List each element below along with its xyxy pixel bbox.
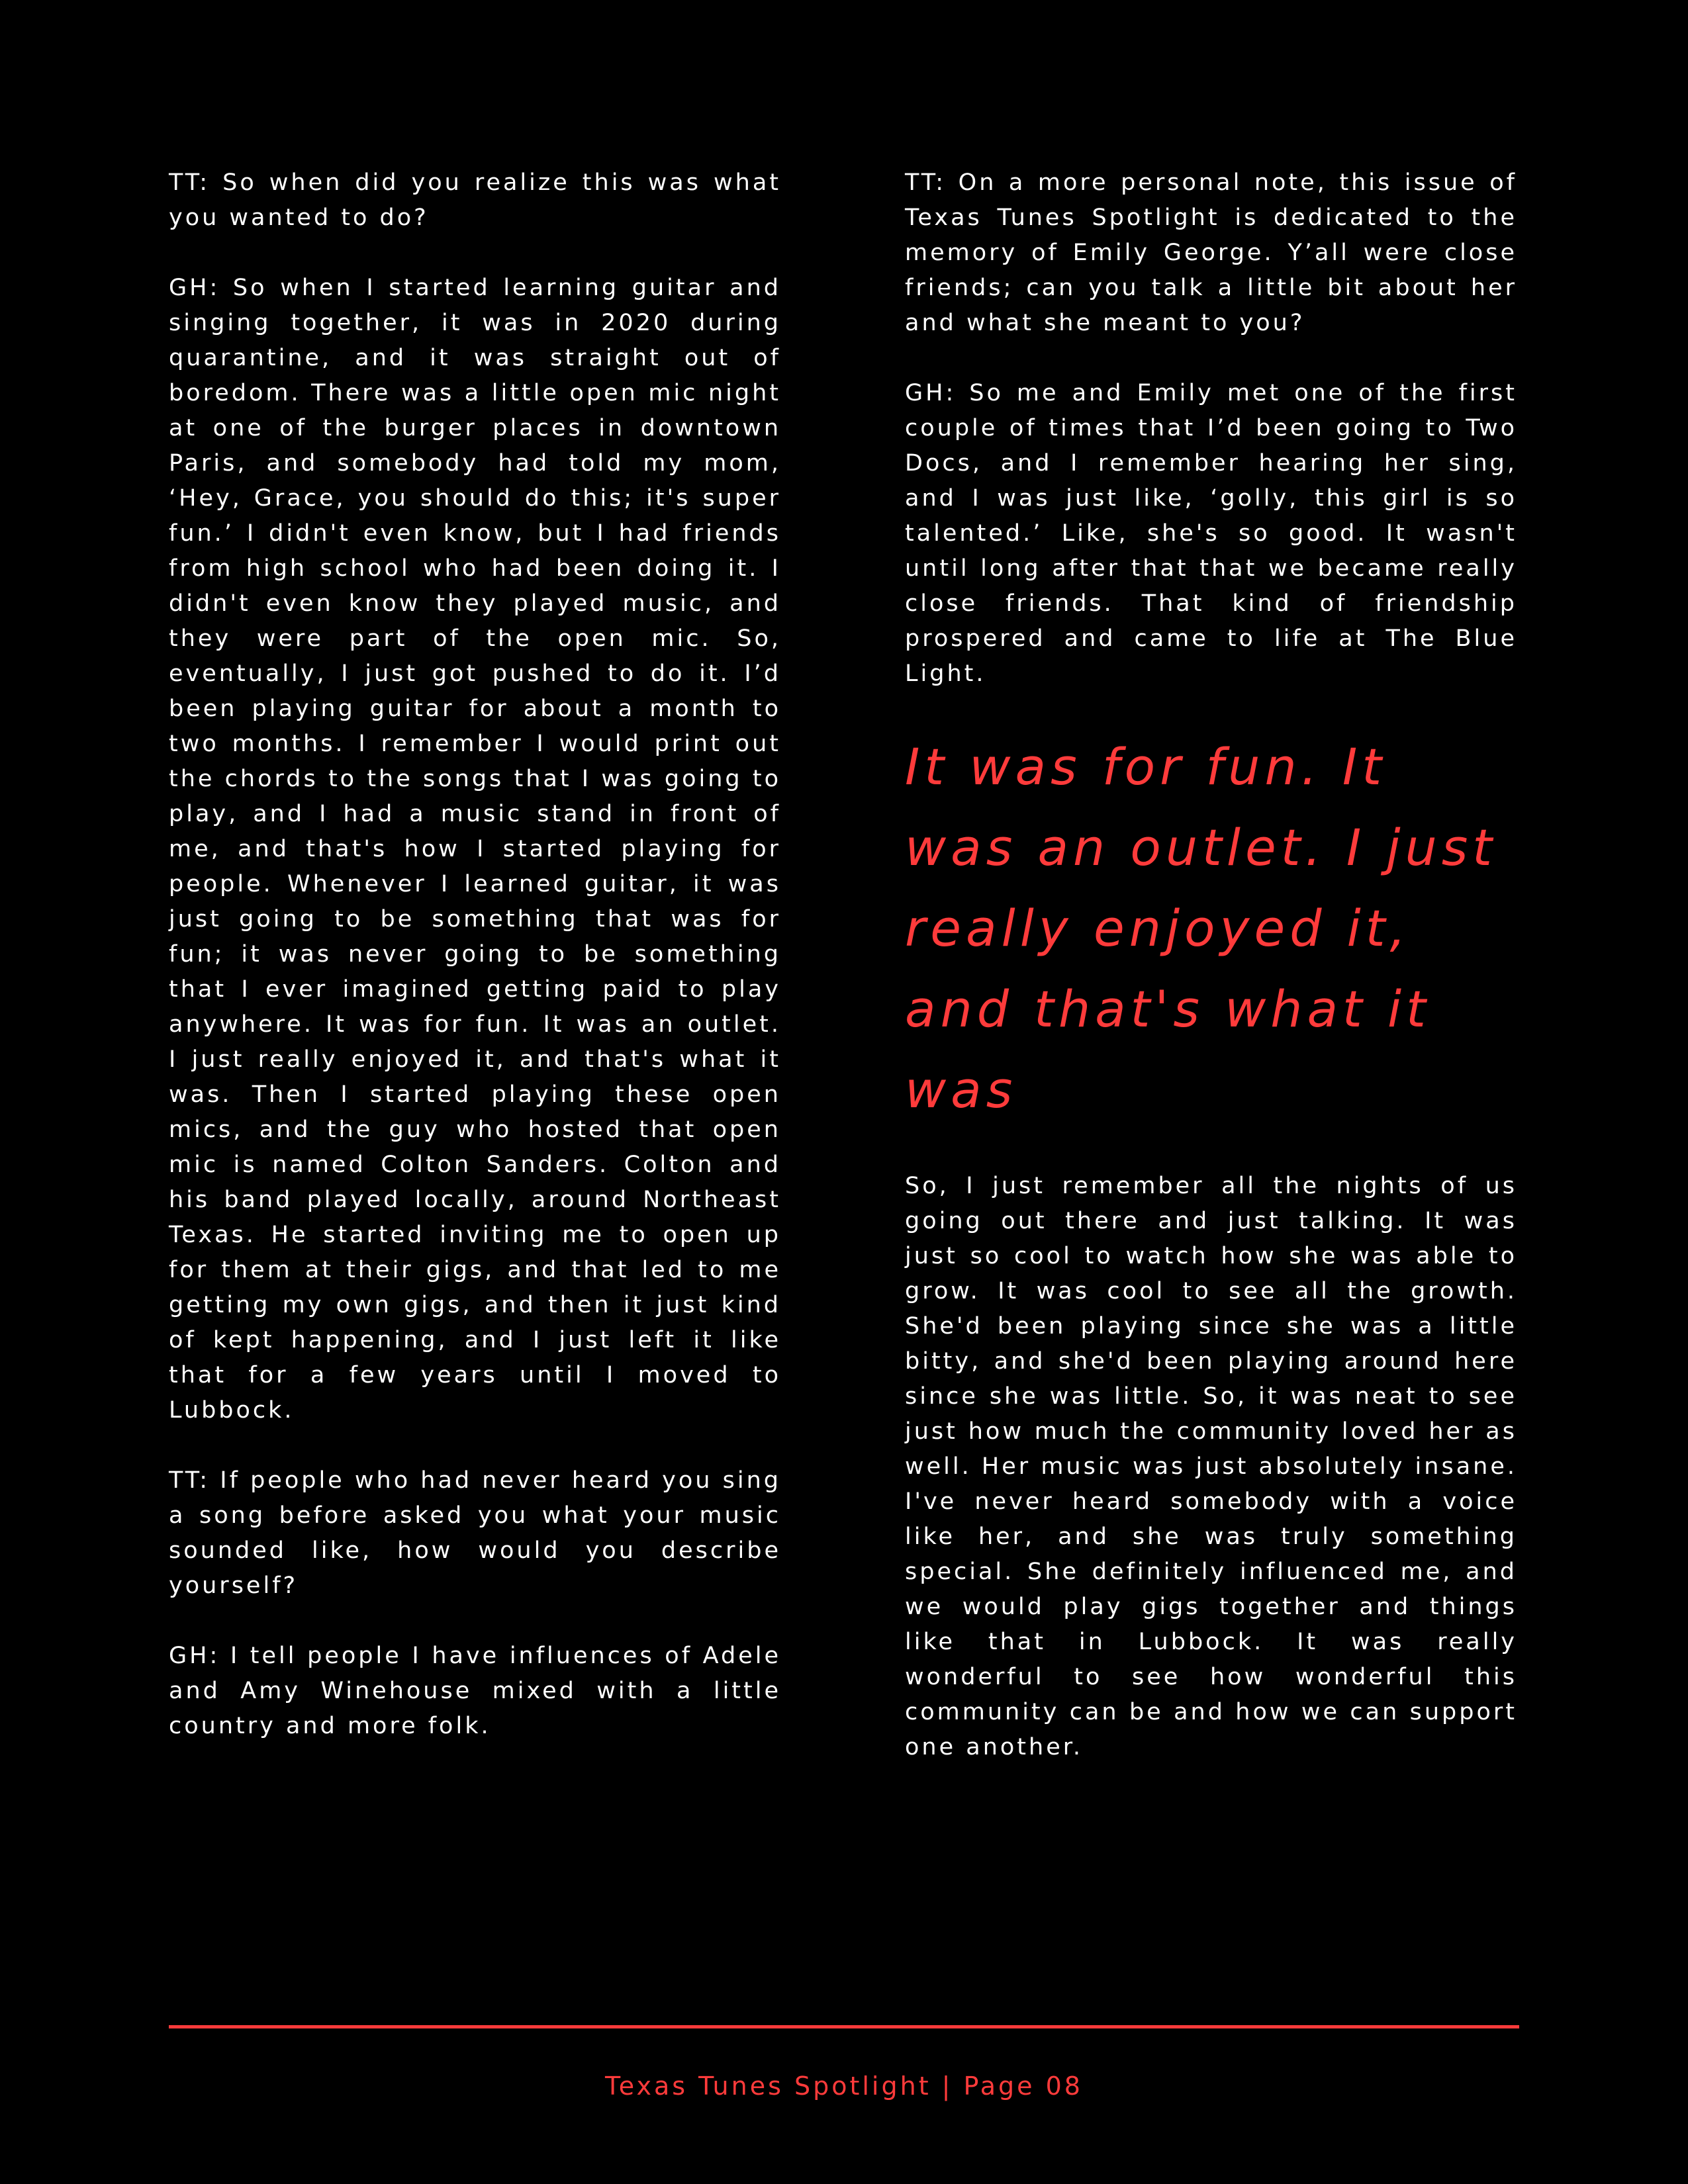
page-footer: Texas Tunes Spotlight | Page 08 xyxy=(605,2071,1083,2101)
interview-answer: GH: So when I started learning guitar and singing together, it was in 2020 during quarantine, and it was straight out of boredom. There was a little open mic night at one of the burger places in downtown Paris, and somebody had told my mom, ‘Hey, Grace, you should do this; it's super fun.’ I didn't even know, but I had friends from high school who had been doing it. I didn't even know they played music, and they were part of the open mic. So, eventually, I just got pushed to do it. I’d been playing guitar for about a month to two months. I remember I would print out the chords to the songs that I was going to play, and I had a music stand in front of me, and that's how I started playing for people. Whenever I learned guitar, it was just going to be something that was for fun; it was never going to be something that I ever imagined getting paid to play anywhere. It was for fun. It was an outlet. I just really enjoyed it, and that's what it was. Then I started playing these open mics, and the guy who hosted that open mic is named Colton Sanders. Colton and his band played locally, around Northeast Texas. He started inviting me to open up for them at their gigs, and that led to me getting my own gigs, and then it just kind of kept happening, and I just left it like that for a few years until I moved to Lubbock. xyxy=(169,275,792,1424)
left-column xyxy=(169,165,792,1779)
interview-answer: So, I just remember all the nights of us going out there and just talking. It was just so cool to watch how she was able to grow. It was cool to see all the growth. She'd been playing since she was a little bitty, and she'd been playing around here since she was little. So, it was neat to see just how much the community loved her as well. Her music was just absolutely insane. I've never heard somebody with a voice like her, and she was truly something special. She definitely influenced me, and we would play gigs together and things like that in Lubbock. It was really wonderful to see how wonderful this community can be and how we can support one another. xyxy=(905,1173,1528,1760)
interview-question: TT: If people who had never heard you sing a song before asked you what your music sounded like, how would you describe yourself? xyxy=(169,1467,792,1599)
interview-question: TT: On a more personal note, this issue of Texas Tunes Spotlight is dedicated to the memory of Emily George. Y’all were close friends; can you talk a little bit about her and what she meant to you? xyxy=(905,169,1528,336)
right-column xyxy=(905,165,1528,1800)
interview-answer: GH: So me and Emily met one of the first couple of times that I’d been going to Two Docs, and I remember hearing her sing, and I was just like, ‘golly, this girl is so talented.’ Like, she's so good. It wasn't until long after that that we became really close friends. That kind of friendship prospered and came to life at The Blue Light. xyxy=(905,380,1528,687)
pull-quote: It was for fun. It was an outlet. I just really enjoyed it, and that's what it was xyxy=(905,737,1497,1119)
interview-answer: GH: I tell people I have influences of Adele and Amy Winehouse mixed with a little country and more folk. xyxy=(169,1643,792,1739)
interview-question: TT: So when did you realize this was what you wanted to do? xyxy=(169,169,792,231)
footer-divider xyxy=(169,2025,1519,2028)
